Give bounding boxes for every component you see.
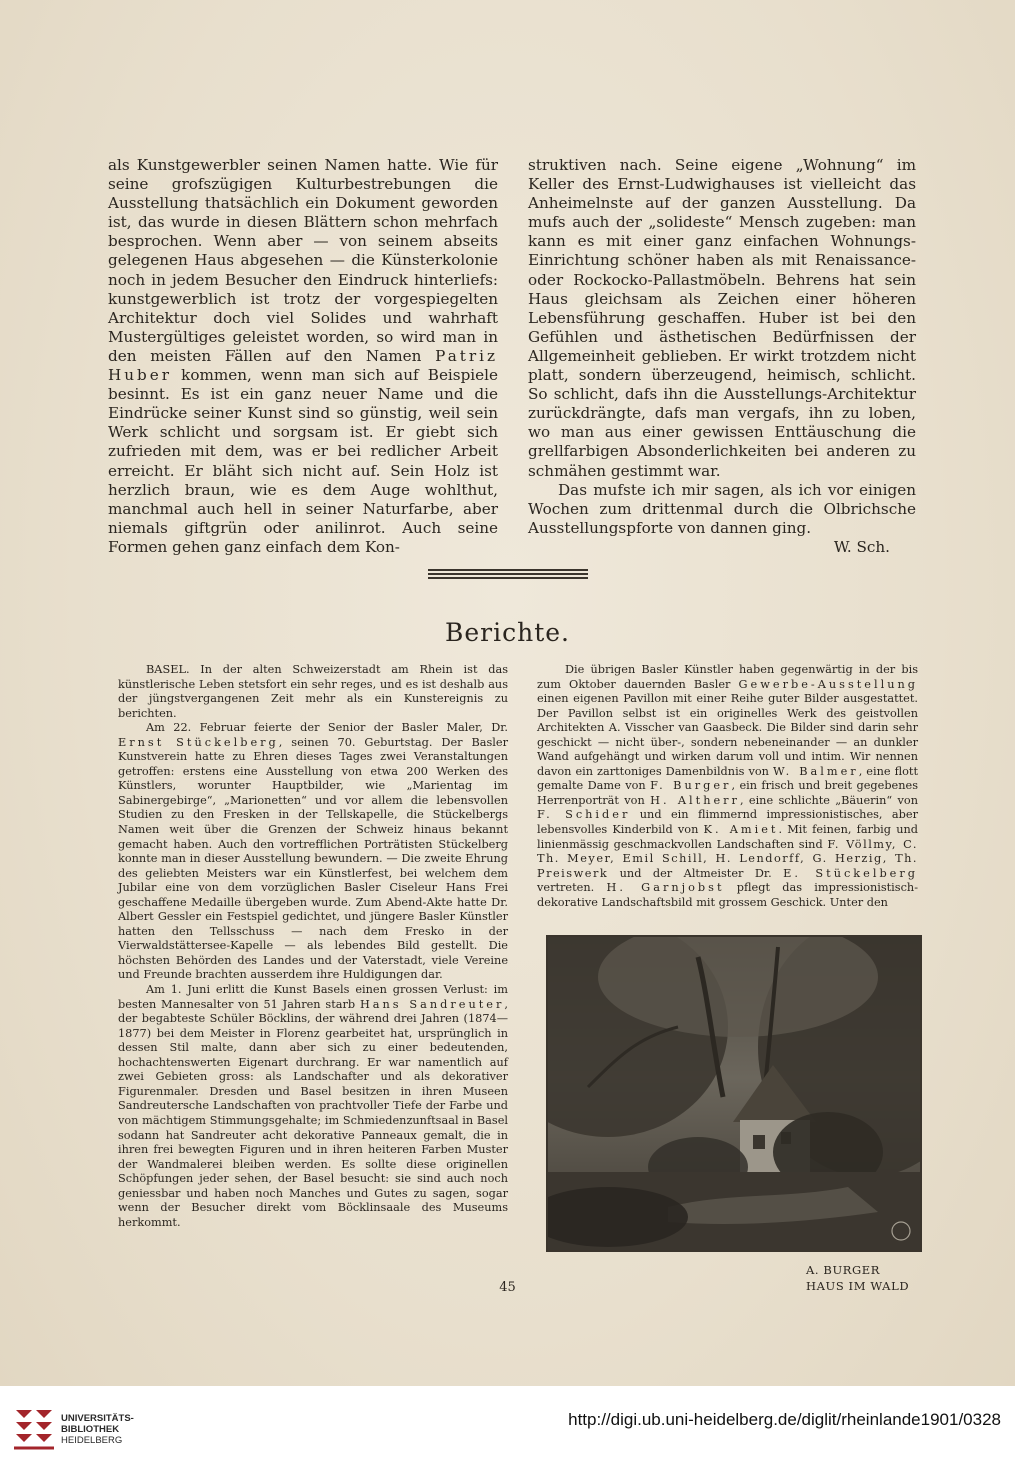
report-paragraph: BASEL. In der alten Schweizerstadt am Rhein ist das künstlerische Leben stetsfort ein sehr reges, und es ist deshalb aus der jüngstvergangenen Zeit mehr als ein Kunstereignis zu berichten. [118, 663, 508, 720]
page-number: 45 [499, 1280, 516, 1295]
artist-name-huber: Patriz Huber [108, 346, 498, 385]
divider-rule [428, 569, 588, 571]
artist-name: Hans Sandreuter [359, 997, 505, 1011]
source-url-link[interactable]: http://digi.ub.uni-heidelberg.de/diglit/rheinlande1901/0328 [568, 1410, 1001, 1429]
report-paragraph: Die übrigen Basler Künstler haben gegenwärtig in der bis zum Oktober dauernden Basler Gewerbe-Ausstellung einen eigenen Pavillon mit einer Reihe guter Bilder ausgestattet. Der Pavillon selbst ist ein originelles Werk des geistvollen Architekten A. Visscher van Gaasbeck. Die Bilder sind darin sehr geschickt — nicht über-, sondern nebeneinander — an dunkler Wand aufgehängt und wirken darum voll und intim. Wir nennen davon ein zarttoniges Damenbildnis von W. Balmer, eine flott gemalte Dame von F. Burger, ein frisch und breit gegebenes Herrenporträt von H. Altherr, eine schlichte „Bäuerin“ von F. Schider und ein flimmernd impressionistisches, aber lebensvolles Kinderbild von K. Amiet. Mit feinen, farbig und linienmässig geschmackvollen Landschaften sind F. Völlmy, C. Th. Meyer, Emil Schill, H. Lendorff, G. Herzig, Th. Preiswerk und der Altmeister Dr. E. Stückelberg vertreten. H. Garnjobst pflegt das impressionistisch-dekorative Landschaftsbild mit grossem Geschick. Unter den [537, 663, 919, 909]
essay-paragraph: Das mufste ich mir sagen, als ich vor einigen Wochen zum drittenmal durch die Olbrichsche Ausstellungspforte von dannen ging. [528, 480, 916, 537]
signature: W. Sch. [833, 537, 890, 556]
essay-column-right [528, 156, 916, 557]
library-logo-icon [12, 1404, 56, 1452]
essay-column-left [108, 156, 498, 557]
artist-name: Ernst Stückelberg [118, 735, 279, 749]
divider-rule [428, 573, 588, 575]
report-paragraph: Am 22. Februar feierte der Senior der Basler Maler, Dr. Ernst Stückelberg, seinen 70. Geburtstag. Der Basler Kunstverein hatte zu Ehren dieses Tages zwei Veranstaltungen getroffen: erstens eine Ausstellung von etwa 200 Werken des Künstlers, worunter Hauptbilder, wie „Marientag im Sabinergebirge“, „Marionetten“ und vor allem die lebensvollen Studien zu den Fresken in der Tellskapelle, die Stückelbergs Namen weit über die Grenzen der Schweiz hinaus bekannt gemacht haben. Auch den vortrefflichen Porträtisten Stückelberg konnte man in dieser Ausstellung bewundern. — Die zweite Ehrung des geliebten Meisters war ein Künstlerfest, bei welchem dem Jubilar eine von dem vorzüglichen Basler Ciseleur Hans Frei geschaffene Medaille übergeben wurde. Zum Abend-Akte hatte Dr. Albert Gessler ein Festspiel gedichtet, und jüngere Basler Künstler hatten den Tellsschuss — nach dem Fresko in der Vierwaldstättersee-Kapelle — als lebendes Bild gestellt. Die höchsten Behörden des Landes und der Vaterstadt, viele Vereine und Freunde brachten ausserdem ihre Huldigungen dar. [118, 721, 508, 982]
divider-rule [428, 577, 588, 579]
reports-column-right [537, 663, 918, 910]
essay-paragraph: struktiven nach. Seine eigene „Wohnung“ im Keller des Ernst-Ludwighauses ist vielleicht das Anheimelnste auf der ganzen Ausstellung. Da mufs auch der „solideste“ Mensch zugeben: man kann es mit einer ganz einfachen Wohnungs-Einrichtung schöner haben als mit Renaissance- oder Rockocko-Pallastmöbeln. Behrens hat sein Haus gleichsam als Zeichen einer höheren Lebensführung geschaffen. Huber ist bei den Gefühlen und ästhetischen Bedürfnissen der Allgemeinheit geblieben. Er wirkt trotzdem nicht platt, sondern überzeugend, heimisch, schlicht. So schlicht, dafs ihn die Ausstellungs-Architektur zurückdrängte, dafs man vergafs, ihn zu loben, wo man aus einer gewissen Enttäuschung die grellfarbigen Absonderlichkeiten bei anderen zu schmähen gestimmt war. [528, 156, 916, 480]
essay-text: als Kunstgewerbler seinen Namen hatte. Wie für seine grofszügigen Kulturbestrebungen die Ausstellung thatsächlich ein Dokument geworden ist, das wurde in diesen Blättern schon mehrfach besprochen. Wenn aber — von seinem abseits gelegenen Haus abgesehen — die Künsterkolonie noch in jedem Besucher den Eindruck hinterliefs: kunstgewerblich ist trotz der vorgespiegelten Architektur doch viel Solides und wahrhaft Mustergültiges geleistet worden, so wird man in den meisten Fällen auf den Namen [108, 156, 498, 365]
caption-artist: A. BURGER [806, 1263, 881, 1277]
section-title: Berichte. [444, 618, 570, 647]
painting-haus-im-wald [546, 935, 922, 1252]
report-paragraph: Am 1. Juni erlitt die Kunst Basels einen grossen Verlust: im besten Mannesalter von 51 Jahren starb Hans Sandreuter, der begabteste Schüler Böcklins, der während drei Jahren (1874—1877) bei dem Meister in Florenz gearbeitet hat, ursprünglich in dessen Stil malte, dann aber sich zu einer bedeutenden, hochachtenswerten Eigenart durchrang. Er war namentlich auf zwei Gebieten gross: als Landschafter und als dekorativer Figurenmaler. Dresden und Basel besitzen in ihren Museen Sandreutersche Landschaften von prachtvoller Tiefe der Farbe und von mächtigem Stimmungsgehalte; im Schmiedenzunftsaal in Basel sodann hat Sandreuter acht dekorative Panneaux gemalt, die in ihren frei bewegten Figuren und in ihren heiteren Farben Muster der Wandmalerei bleiben werden. Es sollte diese originellen Schöpfungen jeder sehen, der Basel besucht: sie sind auch noch geniessbar und haben noch Manches und Gutes zu sagen, sogar wenn der Besucher direkt vom Böcklinsaale des Museums herkommt. [118, 983, 508, 1229]
footer-bar [0, 1386, 1015, 1468]
library-name: UNIVERSITÄTS- BIBLIOTHEK HEIDELBERG [61, 1413, 134, 1446]
reports-column-left [118, 663, 508, 1230]
essay-text: kommen, wenn man sich auf Beispiele besinnt. Es ist ein ganz neuer Name und die Eindrücke seiner Kunst sind so günstig, weil sein Werk schlicht und sorgsam ist. Er giebt sich zufrieden mit dem, was er bei redlicher Arbeit erreicht. Er bläht sich nicht auf. Sein Holz ist herzlich braun, wie es dem Auge wohlthut, manchmal auch hell in seiner Naturfarbe, aber niemals giftgrün oder anilinrot. Auch seine Formen gehen ganz einfach dem Kon- [108, 366, 498, 556]
caption-title: HAUS IM WALD [806, 1279, 910, 1293]
